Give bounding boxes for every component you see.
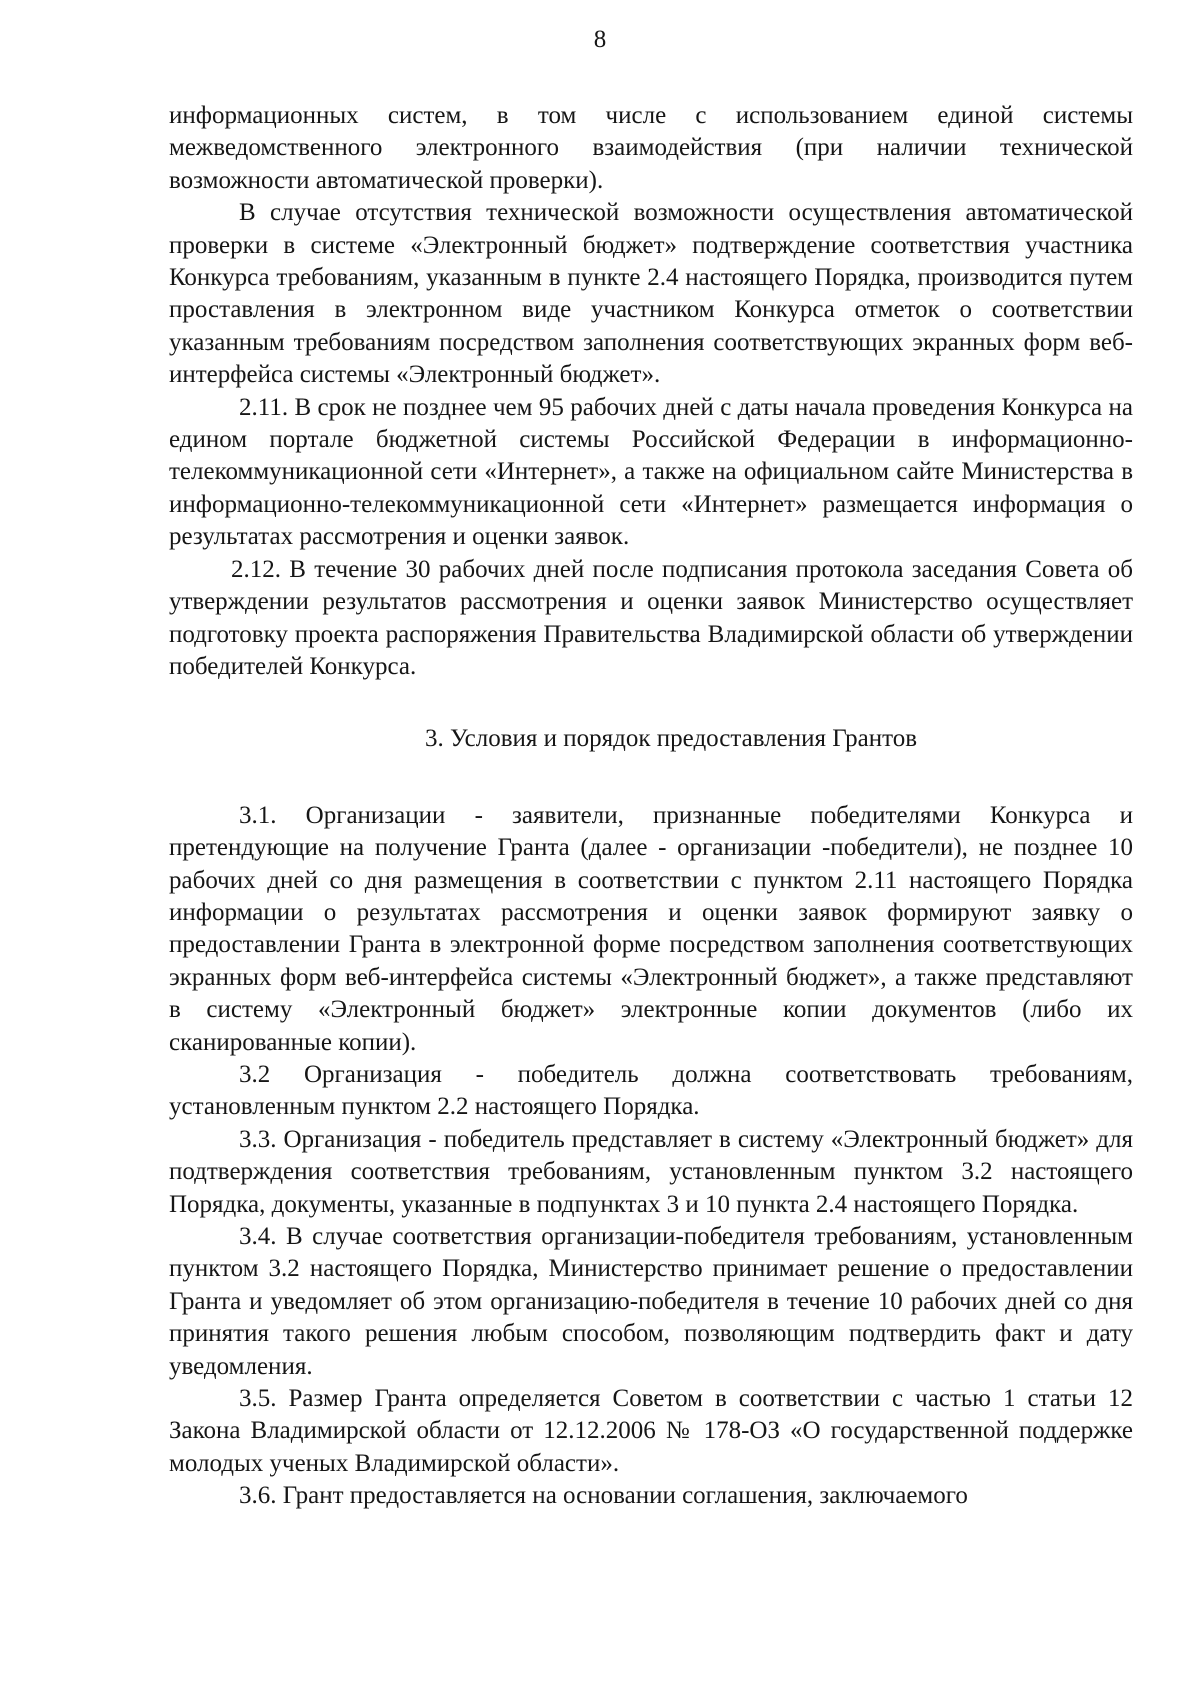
paragraph-3-3: 3.3. Организация - победитель представляет в систему «Электронный бюджет» для подтверждения соответствия требованиям, установленным пунктом 3.2 настоящего Порядка, документы, указанные в подпунктах 3 и 10 пункта 2.4 настоящего Порядка. <box>169 1125 1133 1218</box>
paragraph-3-4: 3.4. В случае соответствия организации-победителя требованиям, установленным пунктом 3.2 настоящего Порядка, Министерство принимает решение о предоставлении Гранта и уведомляет об этом организацию-победителя в течение 10 рабочих дней со дня принятия такого решения любым способом, позволяющим подтвердить факт и дату уведомления. <box>169 1223 1133 1380</box>
paragraph-2-11: 2.11. В срок не позднее чем 95 рабочих дней с даты начала проведения Конкурса на едином портале бюджетной системы Российской Федерации в информационно-телекоммуникационной сети «Интернет», а также на официальном сайте Министерства в информационно-телекоммуникационной сети «Интернет» размещается информация о результатах рассмотрения и оценки заявок. <box>169 393 1133 551</box>
paragraph-3-1: 3.1. Организации - заявители, признанные победителями Конкурса и претендующие на получение Гранта (далее - организации -победители), не позднее 10 рабочих дней со дня размещения в соответствии с пунктом 2.11 настоящего Порядка информации о результатах рассмотрения и оценки заявок формируют заявку о предоставлении Гранта в электронной форме посредством заполнения соответствующих экранных форм веб-интерфейса системы «Электронный бюджет», а также представляют в систему «Электронный бюджет» электронные копии документов (либо их сканированные копии). <box>169 801 1133 1056</box>
paragraph-2-12: 2.12. В течение 30 рабочих дней после подписания протокола заседания Совета об утверждении результатов рассмотрения и оценки заявок Министерство осуществляет подготовку проекта распоряжения Правительства Владимирской области об утверждении победителей Конкурса. <box>169 555 1133 680</box>
paragraph-3-5: 3.5. Размер Гранта определяется Советом в соответствии с частью 1 статьи 12 Закона Владимирской области от 12.12.2006 № 178-ОЗ «О государственной поддержке молодых ученых Владимирской области». <box>169 1385 1133 1477</box>
paragraph-automatic-check: В случае отсутствия технической возможности осуществления автоматической проверки в системе «Электронный бюджет» подтверждение соответствия участника Конкурса требованиям, указанным в пункте 2.4 настоящего Порядка, производится путем проставления в электронном виде участником Конкурса отметок о соответствии указанным требованиям посредством заполнения соответствующих экранных форм веб-интерфейса системы «Электронный бюджет». <box>169 199 1133 389</box>
paragraph-3-6: 3.6. Грант предоставляется на основании соглашения, заключаемого <box>239 1482 968 1510</box>
section-heading: 3. Условия и порядок предоставления Грантов <box>424 725 918 753</box>
paragraph-3-2: 3.2 Организация - победитель должна соответствовать требованиям, установленным пунктом 2.2 настоящего Порядка. <box>169 1060 1133 1121</box>
page-number: 8 <box>593 26 607 53</box>
document-body <box>169 100 1133 1513</box>
paragraph-continuation: информационных систем, в том числе с использованием единой системы межведомственного электронного взаимодействия (при наличии технической возможности автоматической проверки). <box>169 102 1133 194</box>
